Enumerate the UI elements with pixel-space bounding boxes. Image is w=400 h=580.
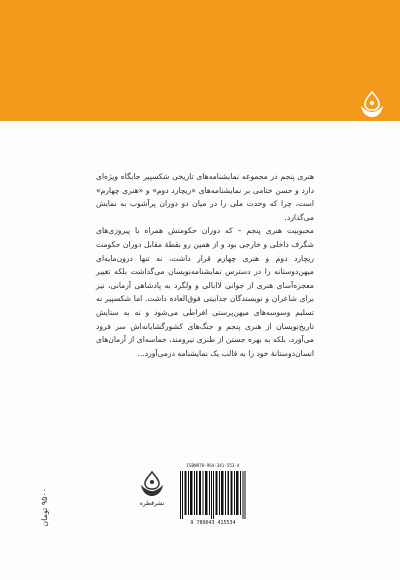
publisher-name-bottom: نشرقطره [139,500,165,507]
qatreh-drop-logo-icon [137,470,167,498]
blurb-paragraph-1: هنری پنجم در مجموعه نمایشنامه‌های تاریخی شکسپیر جایگاه ویژه‌ای دارد و حسن ختامی بر نمایشنامه‌های «ریچارد دوم» و «هنری چهارم» است، چرا که وحدت ملی را در میان دو دوران پرآشوب به نمایش می‌گذارد. [96,172,314,222]
isbn-label: ISBN978-964-341-553-4 [186,463,240,468]
blurb-paragraph-2: محبوبیت هنری پنجم – که دوران حکومتش همراه با پیروزی‌های شگرف داخلی و خارجی بود و از همین رو نقطهٔ مقابل دوران حکومت ریچارد دوم و هنری چهارم قرار داشت، نه تنها درون‌مایه‌ای میهن‌دوستانه را در دسترس نمایشنامه‌نویسان می‌گذاشت بلکه تغییر معجزه‌آسای هنری از جوانی لاابالی و ولگرد به پادشاهی آرمانی، نیز برای شاعران و نویسندگان جذابیتی فوق‌العاده داشت. اما شکسپیر نه تسلیم وسوسه‌های میهن‌پرستی افراطی می‌شود و نه به ستایش تاریخ‌نویسان از هنری پنجم و جنگ‌های کشورگشایانه‌اش سر فرود می‌آورد، بلکه به بهره جستن از طنزی نیرومند، حماسه‌ای از آرمان‌های انسان‌دوستانهٔ خود را به قالب یک نمایشنامه درمی‌آورد... [96,226,314,358]
barcode-number: 9 789643 415534 [190,520,236,526]
publisher-logo-top [355,90,389,136]
barcode [176,463,250,543]
publisher-logo-bottom [137,470,167,522]
price-label: ۹۵۰۰ تومان [40,488,49,527]
blurb [96,170,314,360]
orange-header-band [0,0,400,121]
barcode-bars-icon [180,471,246,519]
qatreh-drop-logo-icon [355,90,389,120]
publisher-name-top: نشرقطره [357,121,387,128]
